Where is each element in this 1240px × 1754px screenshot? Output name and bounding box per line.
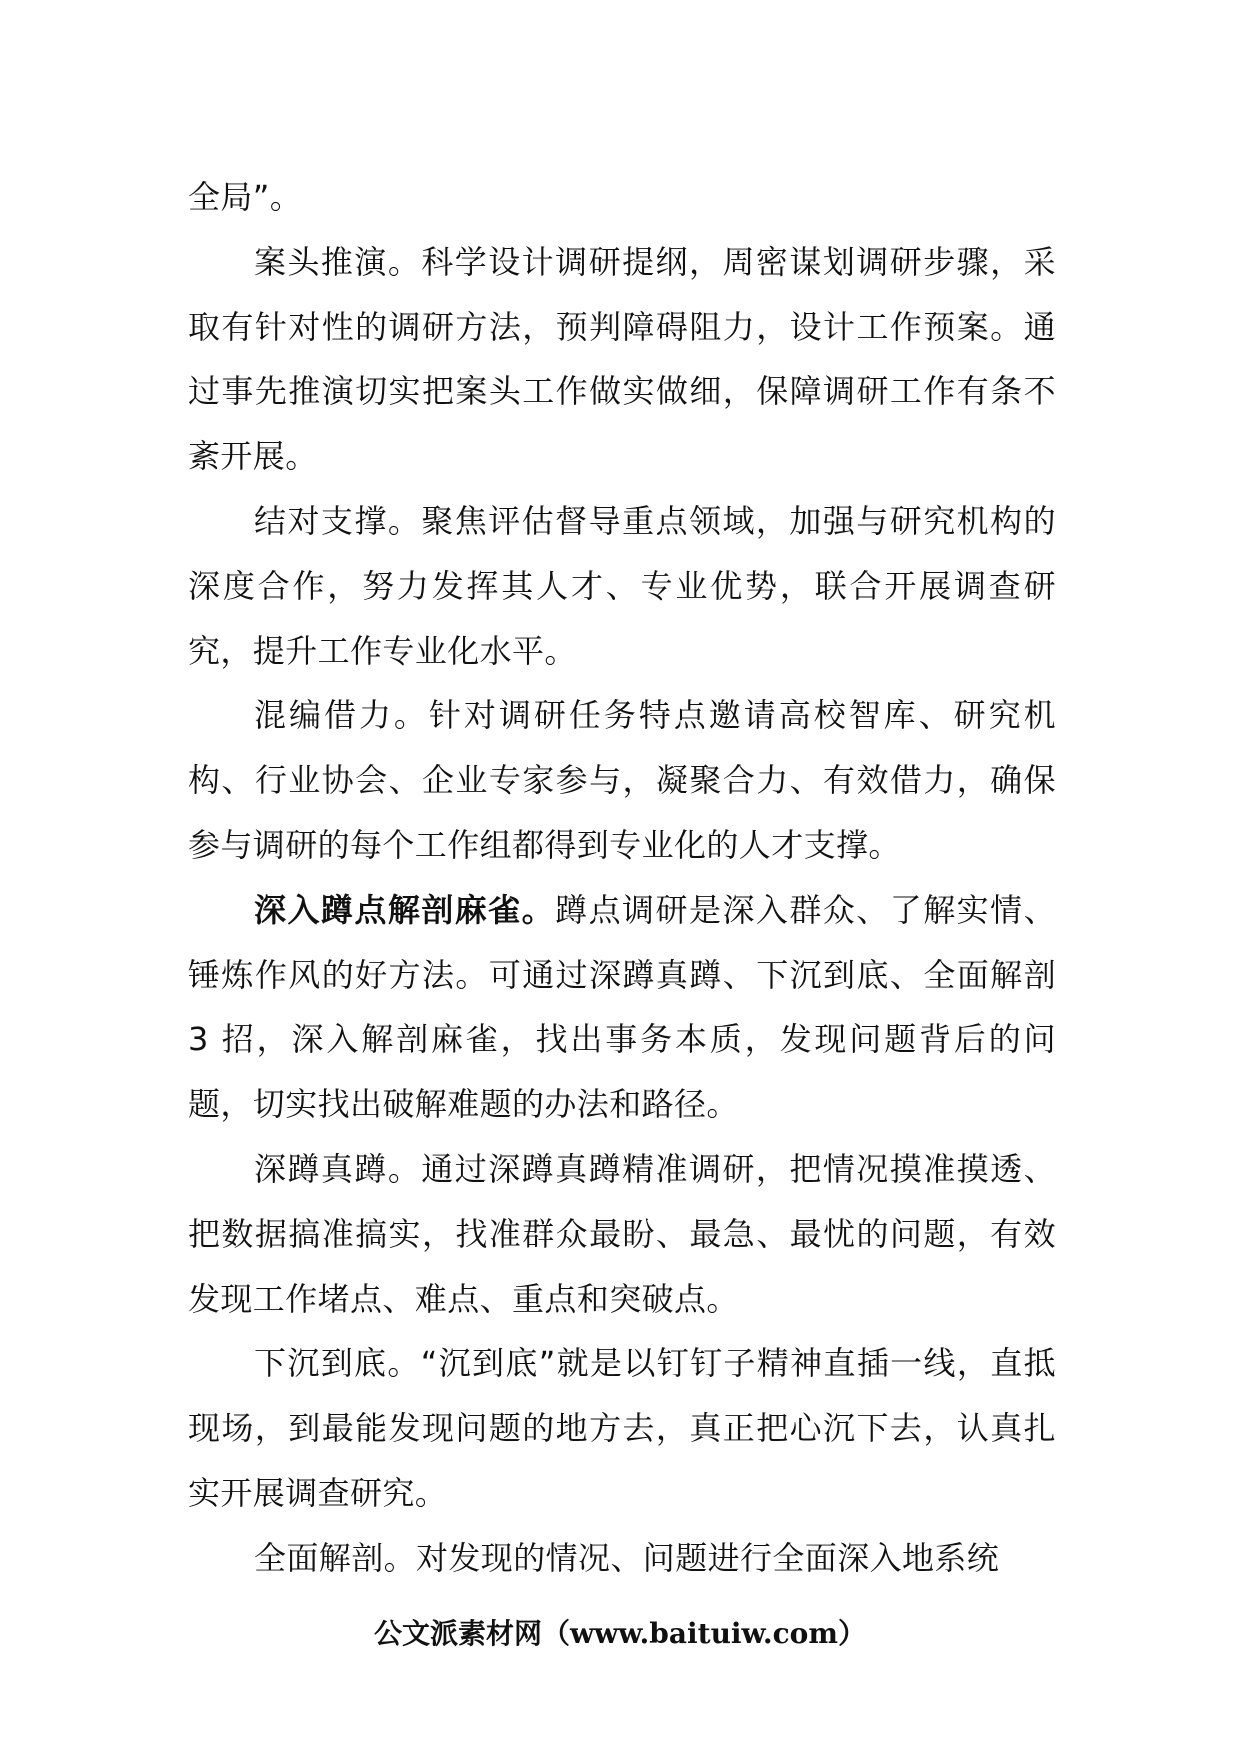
footer-watermark: 公文派素材网（www.baituiw.com）	[374, 1617, 866, 1650]
body-text	[188, 165, 1056, 1591]
paragraph-text: 全局”。	[188, 178, 303, 216]
paragraph-4	[188, 683, 1056, 877]
paragraph-text: 结对支撑。聚焦评估督导重点领域，加强与研究机构的深度合作，努力发挥其人才、专业优势，联合开展调查研究，提升工作专业化水平。	[188, 501, 1056, 670]
paragraph-text: 全面解剖。对发现的情况、问题进行全面深入地系统	[254, 1538, 1000, 1577]
paragraph-text: 下沉到底。“沉到底”就是以钉钉子精神直插一线，直抵现场，到最能发现问题的地方去，真正把心沉下去，认真扎实开展调查研究。	[188, 1344, 1056, 1512]
paragraph-7	[188, 1331, 1056, 1525]
paragraph-2	[188, 230, 1056, 489]
paragraph-text: 案头推演。科学设计调研提纲，周密谋划调研步骤，采取有针对性的调研方法，预判障碍阻力，设计工作预案。通过事先推演切实把案头工作做实做细，保障调研工作有条不紊开展。	[188, 242, 1056, 476]
paragraph-3	[188, 489, 1056, 683]
paragraph-text: 混编借力。针对调研任务特点邀请高校智库、研究机构、行业协会、企业专家参与，凝聚合力、有效借力，确保参与调研的每个工作组都得到专业化的人才支撑。	[188, 696, 1056, 864]
paragraph-text: 蹲点调研是深入群众、了解实情、锤炼作风的好方法。可通过深蹲真蹲、下沉到底、全面解剖 3 招，深入解剖麻雀，找出事务本质，发现问题背后的问题，切实找出破解难题的办法和路径。	[188, 890, 1056, 1124]
paragraph-text: 深蹲真蹲。通过深蹲真蹲精准调研，把情况摸准摸透、把数据搞准搞实，找准群众最盼、最急、最忧的问题，有效发现工作堵点、难点、重点和突破点。	[188, 1149, 1056, 1318]
paragraph-5	[188, 878, 1056, 1137]
paragraph-1	[188, 165, 1056, 230]
section-heading: 深入蹲点解剖麻雀。	[254, 890, 556, 929]
paragraph-6	[188, 1137, 1056, 1331]
paragraph-8	[188, 1526, 1056, 1591]
